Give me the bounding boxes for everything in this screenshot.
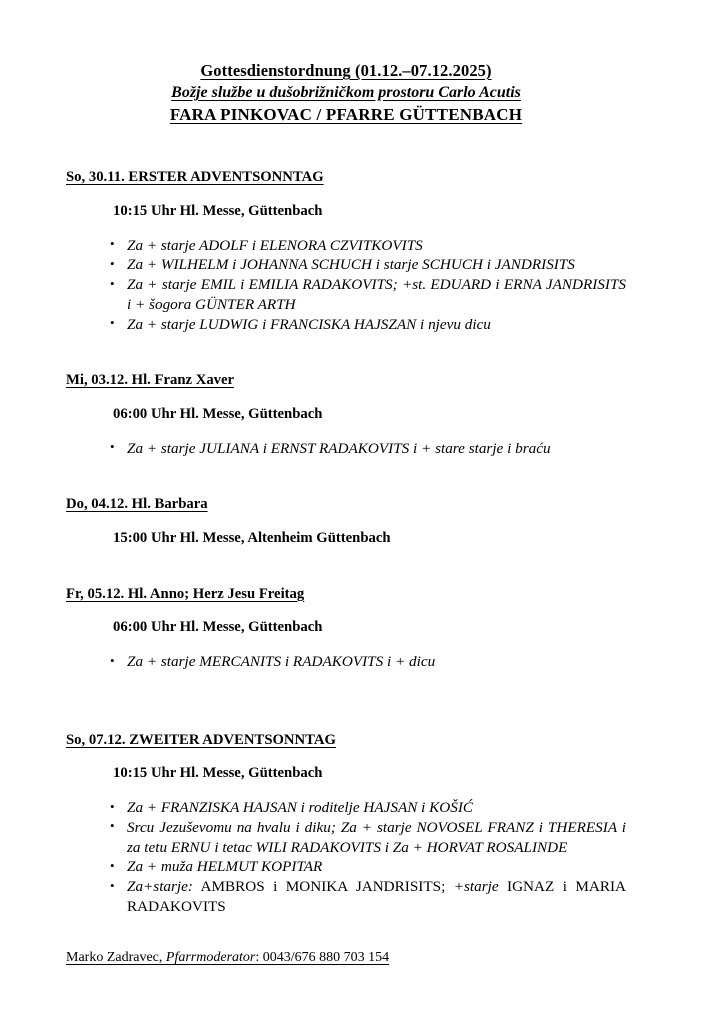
footer-phone: : 0043/676 880 703 154 bbox=[255, 949, 390, 965]
mass-time-line: 10:15 Uhr Hl. Messe, Güttenbach bbox=[113, 203, 323, 220]
list-item: • Za + starje MERCANITS i RADAKOVITS i + dicu bbox=[66, 652, 626, 672]
intention-part-roman: AMBROS i MONIKA JANDRISITS; bbox=[192, 878, 454, 896]
title-line-3-text: FARA PINKOVAC / PFARRE GÜTTENBACH bbox=[169, 104, 523, 124]
spacer bbox=[66, 603, 626, 619]
spacer bbox=[66, 334, 626, 372]
service-section-wednesday-0312 bbox=[66, 372, 626, 458]
day-heading bbox=[66, 586, 626, 604]
intention-part-italic-2: +starje bbox=[453, 878, 499, 896]
spacer bbox=[66, 458, 626, 496]
spacer bbox=[66, 221, 626, 236]
day-heading-text: Do, 04.12. Hl. Barbara bbox=[66, 496, 208, 513]
intention-part-italic: Za+starje: bbox=[127, 878, 193, 896]
mass-time-line: 06:00 Uhr Hl. Messe, Güttenbach bbox=[113, 406, 323, 423]
footer-role: Pfarrmoderator bbox=[165, 949, 256, 965]
day-heading-text: So, 30.11. ERSTER ADVENTSONNTAG bbox=[66, 169, 324, 186]
footer-name: Marko Zadravec, bbox=[66, 949, 166, 965]
spacer bbox=[66, 514, 626, 530]
spacer bbox=[66, 672, 626, 732]
footer-contact bbox=[66, 950, 626, 967]
list-item: • Za + FRANZISKA HAJSAN i roditelje HAJSAN i KOŠIĆ bbox=[66, 798, 626, 818]
list-item-mixed bbox=[66, 877, 626, 917]
list-item: • Za + starje ADOLF i ELENORA CZVITKOVITS bbox=[66, 236, 626, 256]
day-heading-text: Mi, 03.12. Hl. Franz Xaver bbox=[66, 372, 235, 389]
mass-time-line: 06:00 Uhr Hl. Messe, Güttenbach bbox=[113, 619, 323, 636]
spacer bbox=[66, 390, 626, 406]
service-section-sunday-3011 bbox=[66, 169, 626, 334]
spacer bbox=[66, 917, 626, 950]
spacer bbox=[66, 749, 626, 765]
mass-time-line: 15:00 Uhr Hl. Messe, Altenheim Güttenbach bbox=[113, 530, 391, 547]
list-item: • Za + WILHELM i JOHANNA SCHUCH i starje SCHUCH i JANDRISITS bbox=[66, 255, 626, 275]
day-heading-text: Fr, 05.12. Hl. Anno; Herz Jesu Freitag bbox=[66, 585, 305, 602]
title-line-2 bbox=[66, 83, 626, 104]
spacer bbox=[66, 187, 626, 203]
service-section-sunday-0712 bbox=[66, 732, 626, 917]
title-line-1-text: Gottesdienstordnung (01.12.–07.12.2025) bbox=[200, 61, 492, 80]
title-line-1 bbox=[66, 60, 626, 83]
intention-list bbox=[66, 439, 626, 459]
spacer bbox=[66, 126, 626, 169]
list-item: • Za + starje EMIL i EMILIA RADAKOVITS; +st. EDUARD i ERNA JANDRISITS i + šogora GÜNTER ARTH bbox=[66, 275, 626, 315]
service-section-friday-0512 bbox=[66, 586, 626, 672]
intention-list bbox=[66, 236, 626, 335]
intention-list bbox=[66, 798, 626, 917]
day-heading bbox=[66, 732, 626, 750]
document-title-block bbox=[66, 60, 626, 126]
spacer bbox=[66, 783, 626, 798]
spacer bbox=[66, 424, 626, 439]
day-heading bbox=[66, 169, 626, 187]
intention-list bbox=[66, 652, 626, 672]
intention-part-roman-2: IGNAZ i MARIA RADAKOVITS bbox=[127, 878, 626, 915]
mass-time-line: 10:15 Uhr Hl. Messe, Güttenbach bbox=[113, 765, 323, 782]
day-heading bbox=[66, 372, 626, 390]
list-item: • Srcu Jezuševomu na hvalu i diku; Za + starje NOVOSEL FRANZ i THERESIA i za tetu ERNU i tetac WILI RADAKOVITS i Za + HORVAT ROSALINDE bbox=[66, 818, 626, 858]
list-item: • Za + muža HELMUT KOPITAR bbox=[66, 857, 626, 877]
footer-underline-wrap bbox=[66, 950, 389, 965]
title-line-2-text: Božje službe u dušobrižničkom prostoru Carlo Acutis bbox=[171, 83, 521, 101]
spacer bbox=[66, 548, 626, 586]
spacer bbox=[66, 637, 626, 652]
day-heading bbox=[66, 496, 626, 514]
service-section-thursday-0412 bbox=[66, 496, 626, 547]
list-item: • Za + starje LUDWIG i FRANCISKA HAJSZAN i njevu dicu bbox=[66, 315, 626, 335]
title-line-3 bbox=[66, 104, 626, 127]
list-item: • Za + starje JULIANA i ERNST RADAKOVITS i + stare starje i braću bbox=[66, 439, 626, 459]
day-heading-text: So, 07.12. ZWEITER ADVENTSONNTAG bbox=[66, 731, 336, 748]
